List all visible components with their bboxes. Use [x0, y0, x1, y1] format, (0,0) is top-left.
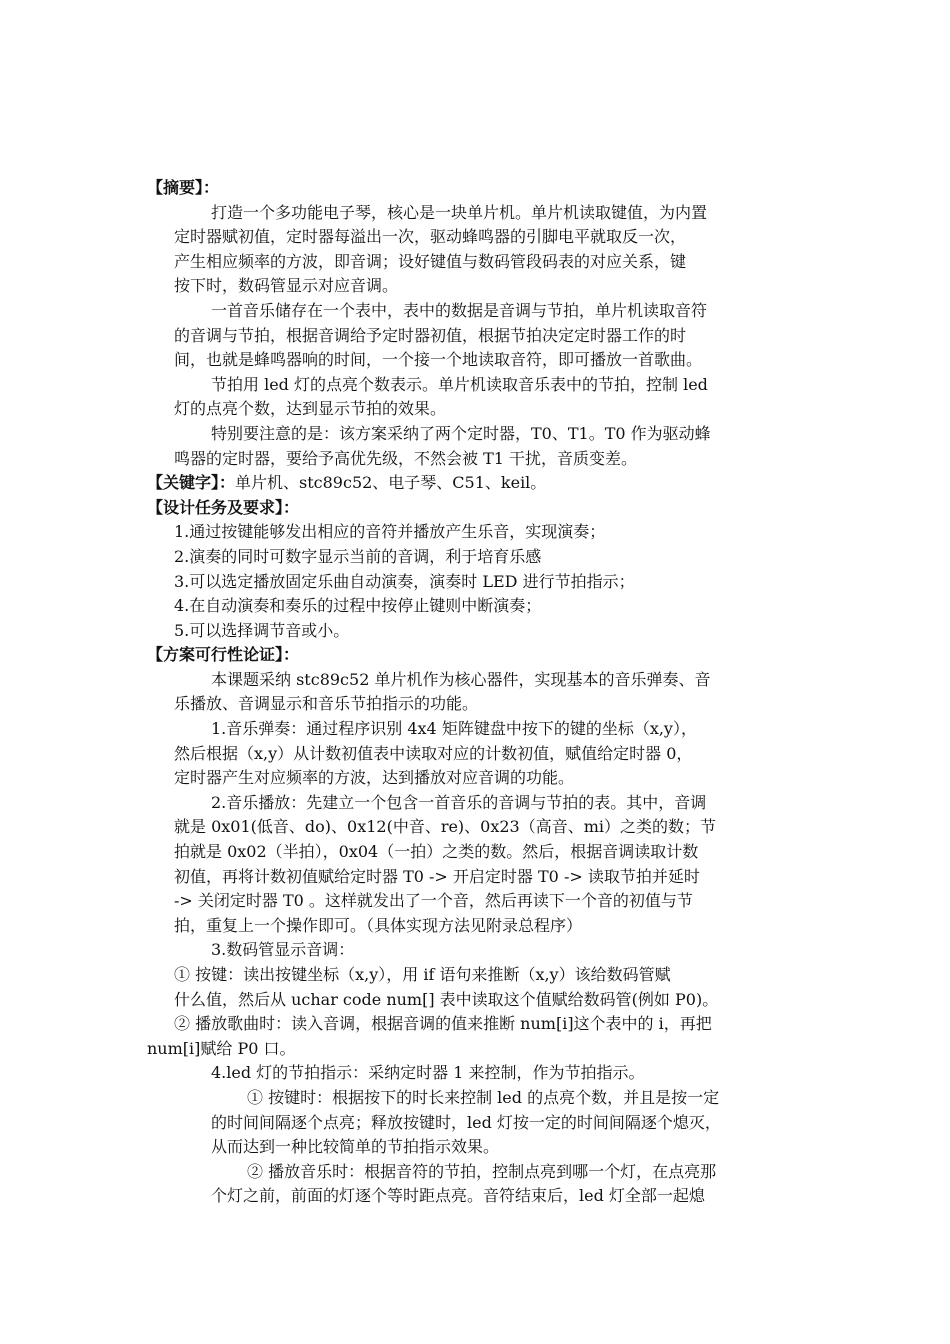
- feasibility-line: 初值，再将计数初值赋给定时器 T0 -> 开启定时器 T0 -> 读取节拍并延时: [174, 866, 700, 886]
- abstract-line: 按下时，数码管显示对应音调。: [174, 276, 399, 296]
- feasibility-line: ① 按键：读出按键坐标（x,y），用 if 语句来推断（x,y）该给数码管赋: [174, 965, 671, 984]
- feasibility-line: 2.音乐播放：先建立一个包含一首音乐的音调与节拍的表。其中，音调: [211, 792, 707, 812]
- requirements-heading: 【设计任务及要求】：: [147, 497, 300, 517]
- abstract-heading: 【摘要】：: [147, 178, 220, 197]
- keywords-line: [147, 471, 827, 496]
- feasibility-line: ② 播放音乐时：根据音符的节拍，控制点亮到哪一个灯，在点亮那: [247, 1161, 717, 1181]
- abstract-line: 灯的点亮个数，达到显示节拍的效果。: [174, 399, 447, 419]
- abstract-line: 特别要注意的是：该方案采纳了两个定时器，T0、T1。T0 作为驱动蜂: [211, 423, 711, 443]
- feasibility-line: ② 播放歌曲时：读入音调，根据音调的值来推断 num[i]这个表中的 i，再把: [174, 1014, 712, 1034]
- requirement-item: 3.可以选定播放固定乐曲自动演奏，演奏时 LED 进行节拍指示；: [174, 571, 635, 591]
- feasibility-line: 拍，重复上一个操作即可。（具体实现方法见附录总程序）: [174, 915, 583, 935]
- feasibility-line: 的时间间隔逐个点亮；释放按键时，led 灯按一定的时间间隔逐个熄灭，: [211, 1112, 721, 1132]
- feasibility-line: -> 关闭定时器 T0 。这样就发出了一个音，然后再读下一个音的初值与节: [174, 891, 693, 911]
- abstract-line: 间，也就是蜂鸣器响的时间，一个接一个地读取音符，即可播放一首歌曲。: [174, 350, 703, 370]
- feasibility-line: 1.音乐弹奏：通过程序识别 4x4 矩阵键盘中按下的键的坐标（x,y），: [211, 719, 697, 739]
- feasibility-line: 个灯之前，前面的灯逐个等时距点亮。音符结束后，led 灯全部一起熄: [211, 1186, 705, 1206]
- requirement-item: 1.通过按键能够发出相应的音符并播放产生乐音，实现演奏；: [174, 522, 606, 542]
- keywords-heading: 【关键字】：: [147, 473, 236, 493]
- feasibility-line: 本课题采纳 stc89c52 单片机作为核心器件，实现基本的音乐弹奏、音: [211, 669, 711, 689]
- feasibility-line: 什么值，然后从 uchar code num[] 表中读取这个值赋给数码管(例如 P0)。: [174, 989, 719, 1009]
- abstract-line: 节拍用 led 灯的点亮个数表示。单片机读取音乐表中的节拍，控制 led: [211, 374, 708, 394]
- feasibility-heading: 【方案可行性论证】：: [147, 645, 300, 665]
- document-body: [147, 176, 827, 1209]
- feasibility-line: ① 按键时：根据按下的时长来控制 led 的点亮个数，并且是按一定: [247, 1087, 720, 1107]
- abstract-line: 产生相应频率的方波，即音调；设好键值与数码管段码表的对应关系，键: [174, 251, 687, 271]
- abstract-line: 一首音乐储存在一个表中，表中的数据是音调与节拍，单片机读取音符: [211, 300, 708, 320]
- feasibility-line: 4.led 灯的节拍指示：采纳定时器 1 来控制，作为节拍指示。: [211, 1063, 645, 1083]
- feasibility-line: 从而达到一种比较简单的节拍指示效果。: [211, 1137, 500, 1157]
- feasibility-line: 定时器产生对应频率的方波，达到播放对应音调的功能。: [174, 768, 575, 788]
- abstract-line: 鸣器的定时器，要给予高优先级，不然会被 T1 干扰，音质变差。: [174, 448, 638, 468]
- abstract-line: 定时器赋初值，定时器每溢出一次，驱动蜂鸣器的引脚电平就取反一次，: [174, 227, 687, 247]
- requirement-item: 2.演奏的同时可数字显示当前的音调，利于培育乐感: [174, 546, 542, 566]
- feasibility-line: 3.数码管显示音调：: [211, 940, 355, 960]
- feasibility-line: 乐播放、音调显示和音乐节拍指示的功能。: [174, 694, 479, 714]
- requirement-item: 5.可以选择调节音或小。: [174, 620, 350, 640]
- abstract-line: 的音调与节拍，根据音调给予定时器初值，根据节拍决定定时器工作的时: [174, 325, 687, 345]
- feasibility-line: 就是 0x01(低音、do)、0x12(中音、re)、0x23（高音、mi）之类的数；节: [174, 817, 717, 837]
- abstract-line: 打造一个多功能电子琴，核心是一块单片机。单片机读取键值，为内置: [211, 202, 708, 222]
- feasibility-line: num[i]赋给 P0 口。: [147, 1038, 296, 1058]
- requirement-item: 4.在自动演奏和奏乐的过程中按停止键则中断演奏；: [174, 596, 542, 616]
- feasibility-line: 拍就是 0x02（半拍），0x04（一拍）之类的数。然后，根据音调读取计数: [174, 842, 699, 862]
- keywords-text: 单片机、stc89c52、电子琴、C51、keil。: [235, 473, 547, 493]
- feasibility-line: 然后根据（x,y）从计数初值表中读取对应的计数初值，赋值给定时器 0，: [174, 743, 693, 763]
